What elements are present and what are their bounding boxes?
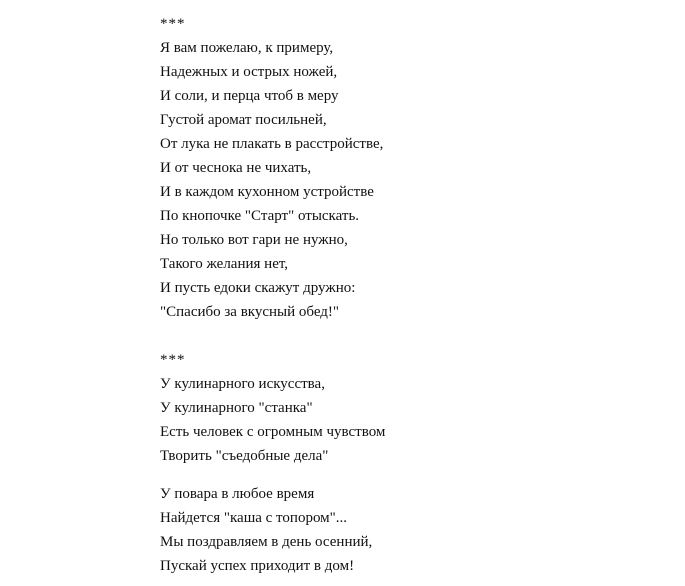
poem-gap: [160, 324, 660, 348]
poem-1-line: Такого желания нет,: [160, 256, 289, 272]
poem-2-stanza-1: [160, 372, 660, 468]
poem-2-line: Мы поздравляем в день осенний,: [160, 534, 373, 550]
stanza-gap: [160, 468, 660, 482]
poem-1-line: Густой аромат посильней,: [160, 112, 327, 128]
poem-1-line: "Спасибо за вкусный обед!": [160, 304, 340, 320]
poem-2-stanza-2: [160, 482, 660, 578]
poem-1-line: От лука не плакать в расстройстве,: [160, 136, 384, 152]
poem-2-line: У кулинарного "станка": [160, 400, 313, 416]
poem-2-separator: ***: [160, 352, 186, 368]
poem-2-line: У кулинарного искусства,: [160, 376, 325, 392]
poem-page: [160, 12, 660, 578]
poem-1: [160, 36, 660, 324]
poem-1-line: По кнопочке "Старт" отыскать.: [160, 208, 360, 224]
poem-2-line: Пускай успех приходит в дом!: [160, 558, 355, 574]
poem-1-line: И в каждом кухонном устройстве: [160, 184, 374, 200]
poem-1-line: И пусть едоки скажут дружно:: [160, 280, 356, 296]
poem-1-line: Надежных и острых ножей,: [160, 64, 338, 80]
poem-2-line: Есть человек с огромным чувством: [160, 424, 386, 440]
poem-1-line: И соли, и перца чтоб в меру: [160, 88, 339, 104]
poem-1-separator: ***: [160, 16, 186, 32]
poem-2-line: Найдется "каша с топором"...: [160, 510, 348, 526]
poem-2-line: У повара в любое время: [160, 486, 315, 502]
poem-2-line: Творить "съедобные дела": [160, 448, 329, 464]
poem-1-line: И от чеснока не чихать,: [160, 160, 312, 176]
poem-1-line: Но только вот гари не нужно,: [160, 232, 348, 248]
poem-1-line: Я вам пожелаю, к примеру,: [160, 40, 334, 56]
